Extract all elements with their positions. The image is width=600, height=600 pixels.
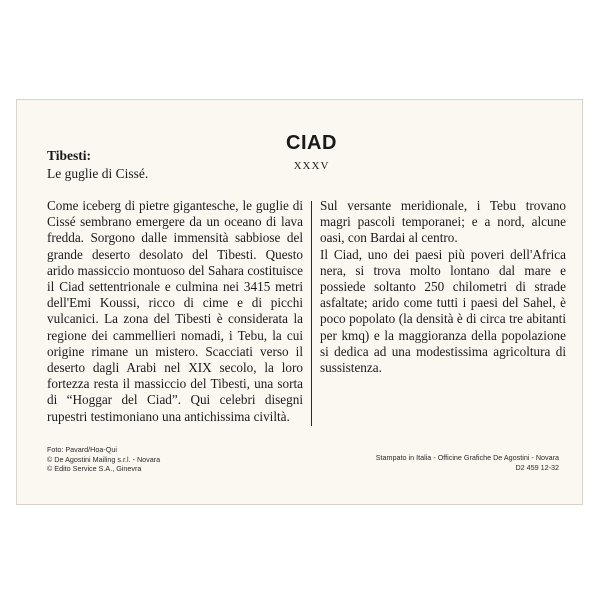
printer-block [376, 453, 559, 472]
photo-credit: Foto: Pavard/Hoa-Qui [47, 445, 117, 454]
credits-block [47, 445, 160, 474]
section-heading: Tibesti: [47, 148, 92, 163]
card-number: XXXV [293, 160, 330, 172]
right-column [320, 198, 566, 376]
left-column-text: Come iceberg di pietre gigantesche, le guglie di Cissé sembrano emergere da un oceano di lava fredda. Sorgono dalle immensità sabbiose del grande deserto desolato del Tibesti. Questo arido massiccio montuoso del Sahara costituisce il Ciad settentrionale e culmina nei 3415 metri dell'Emi Koussi, ricco di cime e di picchi vulcanici. La zona del Tibesti è considerata la regione dei cammellieri nomadi, i Tebu, la cui origine rimane un mistero. Scacciati verso il deserto dagli Arabi nel XIX secolo, la loro fortezza resta il massiccio del Tibesti, una sorta di “Hoggar del Ciad”. Qui celebri disegni rupestri testimoniano una antichissima civiltà. [47, 198, 303, 424]
postcard-back [16, 99, 583, 505]
right-column-paragraph-1: Sul versante meridionale, i Tebu trovano magri pascoli temporanei; e a nord, alcune oasi, con Bardai al centro. [320, 198, 566, 246]
copyright-line-1: © De Agostini Mailing s.r.l. - Novara [47, 454, 161, 464]
right-column-paragraph-2: Il Ciad, uno dei paesi più poveri dell'Africa nera, si trova molto lontano dal mare e possiede soltanto 250 chilometri di strade asfaltate; arido come tutti i paesi del Sahel, è poco popolato (la densità è di circa tre abitanti per kmq) e la maggioranza della popolazione si dedica ad una modestissima agricoltura di sussistenza. [320, 246, 566, 376]
card-title: CIAD [286, 132, 337, 154]
copyright-line-2: © Edito Service S.A., Ginevra [47, 464, 142, 474]
left-column [47, 198, 303, 425]
column-divider [311, 201, 312, 426]
printer-credit: Stampato in Italia - Officine Grafiche De Agostini - Novara [375, 453, 559, 462]
section-subheading: Le guglie di Cissé. [47, 166, 149, 181]
product-code: D2 459 12-32 [515, 462, 559, 472]
